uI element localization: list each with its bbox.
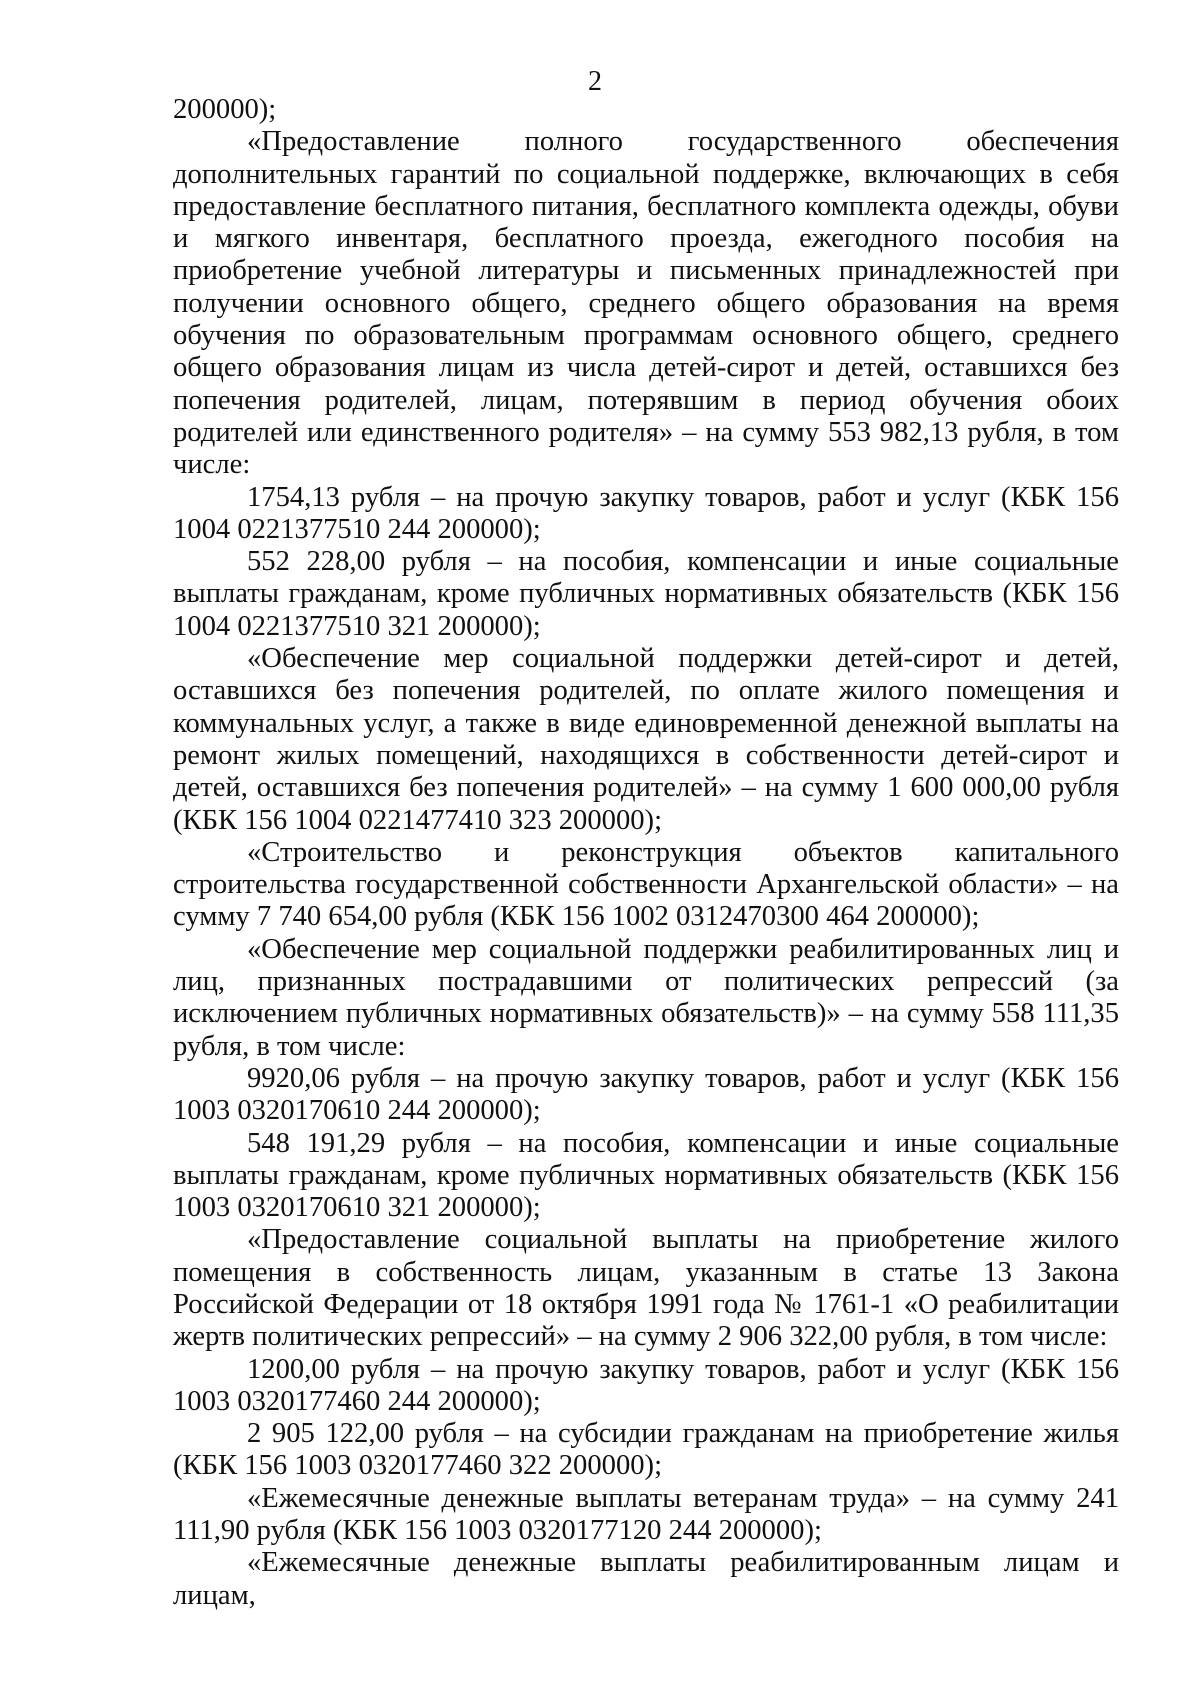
paragraph-rehabilitated-support: «Обеспечение мер социальной поддержки реабилитированных лиц и лиц, признанных пострадавшими от политических репрессий (за исключением публичных нормативных обязательств)» – на сумму 558 111,35 рубля, в том числе:: [173, 933, 1119, 1062]
paragraph-construction: «Строительство и реконструкция объектов капитального строительства государственной собственности Архангельской области» – на сумму 7 740 654,00 рубля (КБК 156 1002 0312470300 464 200000);: [173, 836, 1119, 933]
paragraph-continuation: 200000);: [173, 94, 277, 125]
paragraph-social-benefits-2: 548 191,29 рубля – на пособия, компенсации и иные социальные выплаты гражданам, кроме публичных нормативных обязательств (КБК 156 1003 0320170610 321 200000);: [173, 1127, 1119, 1224]
paragraph-housing-payment: «Предоставление социальной выплаты на приобретение жилого помещения в собственность лицам, указанным в статье 13 Закона Российской Федерации от 18 октября 1991 года № 1761-1 «О реабилитации жертв политических репрессий» – на сумму 2 906 322,00 рубля, в том числе:: [173, 1224, 1119, 1353]
paragraph-labor-veterans: «Ежемесячные денежные выплаты ветеранам труда» – на сумму 241 111,90 рубля (КБК 156 1003 0320177120 244 200000);: [173, 1482, 1119, 1547]
paragraph-social-benefits-1: 552 228,00 рубля – на пособия, компенсации и иные социальные выплаты гражданам, кроме публичных нормативных обязательств (КБК 156 1004 0221377510 321 200000);: [173, 546, 1119, 642]
paragraph-monthly-payments-rehabilitated: «Ежемесячные денежные выплаты реабилитированным лицам и лицам,: [173, 1547, 1119, 1611]
paragraph-purchase-goods-3: 1200,00 рубля – на прочую закупку товаров, работ и услуг (КБК 156 1003 0320177460 244 200000);: [173, 1353, 1119, 1417]
paragraph-purchase-goods-1: 1754,13 рубля – на прочую закупку товаров, работ и услуг (КБК 156 1004 0221377510 244 200000);: [173, 481, 1119, 545]
page-number: 2: [588, 66, 602, 97]
paragraph-full-state-support: «Предоставление полного государственного обеспечения дополнительных гарантий по социальной поддержке, включающих в себя предоставление бесплатного питания, бесплатного комплекта одежды, обуви и мягкого инвентаря, бесплатного проезда, ежегодного пособия на приобретение учебной литературы и письменных принадлежностей при получении основного общего, среднего общего образования на время обучения по образовательным программам основного общего, среднего общего образования лицам из числа детей-сирот и детей, оставшихся без попечения родителей, лицам, потерявшим в период обучения обоих родителей или единственного родителя» – на сумму 553 982,13 рубля, в том числе:: [173, 126, 1119, 481]
paragraph-purchase-goods-2: 9920,06 рубля – на прочую закупку товаров, работ и услуг (КБК 156 1003 0320170610 244 200000);: [173, 1062, 1119, 1127]
paragraph-orphans-housing-support: «Обеспечение мер социальной поддержки детей-сирот и детей, оставшихся без попечения родителей, по оплате жилого помещения и коммунальных услуг, а также в виде единовременной денежной выплаты на ремонт жилых помещений, находящихся в собственности детей-сирот и детей, оставшихся без попечения родителей» – на сумму 1 600 000,00 рубля (КБК 156 1004 0221477410 323 200000);: [173, 643, 1119, 836]
document-body: [173, 94, 1119, 1612]
paragraph-housing-subsidies: 2 905 122,00 рубля – на субсидии гражданам на приобретение жилья (КБК 156 1003 0320177460 322 200000);: [173, 1418, 1119, 1482]
